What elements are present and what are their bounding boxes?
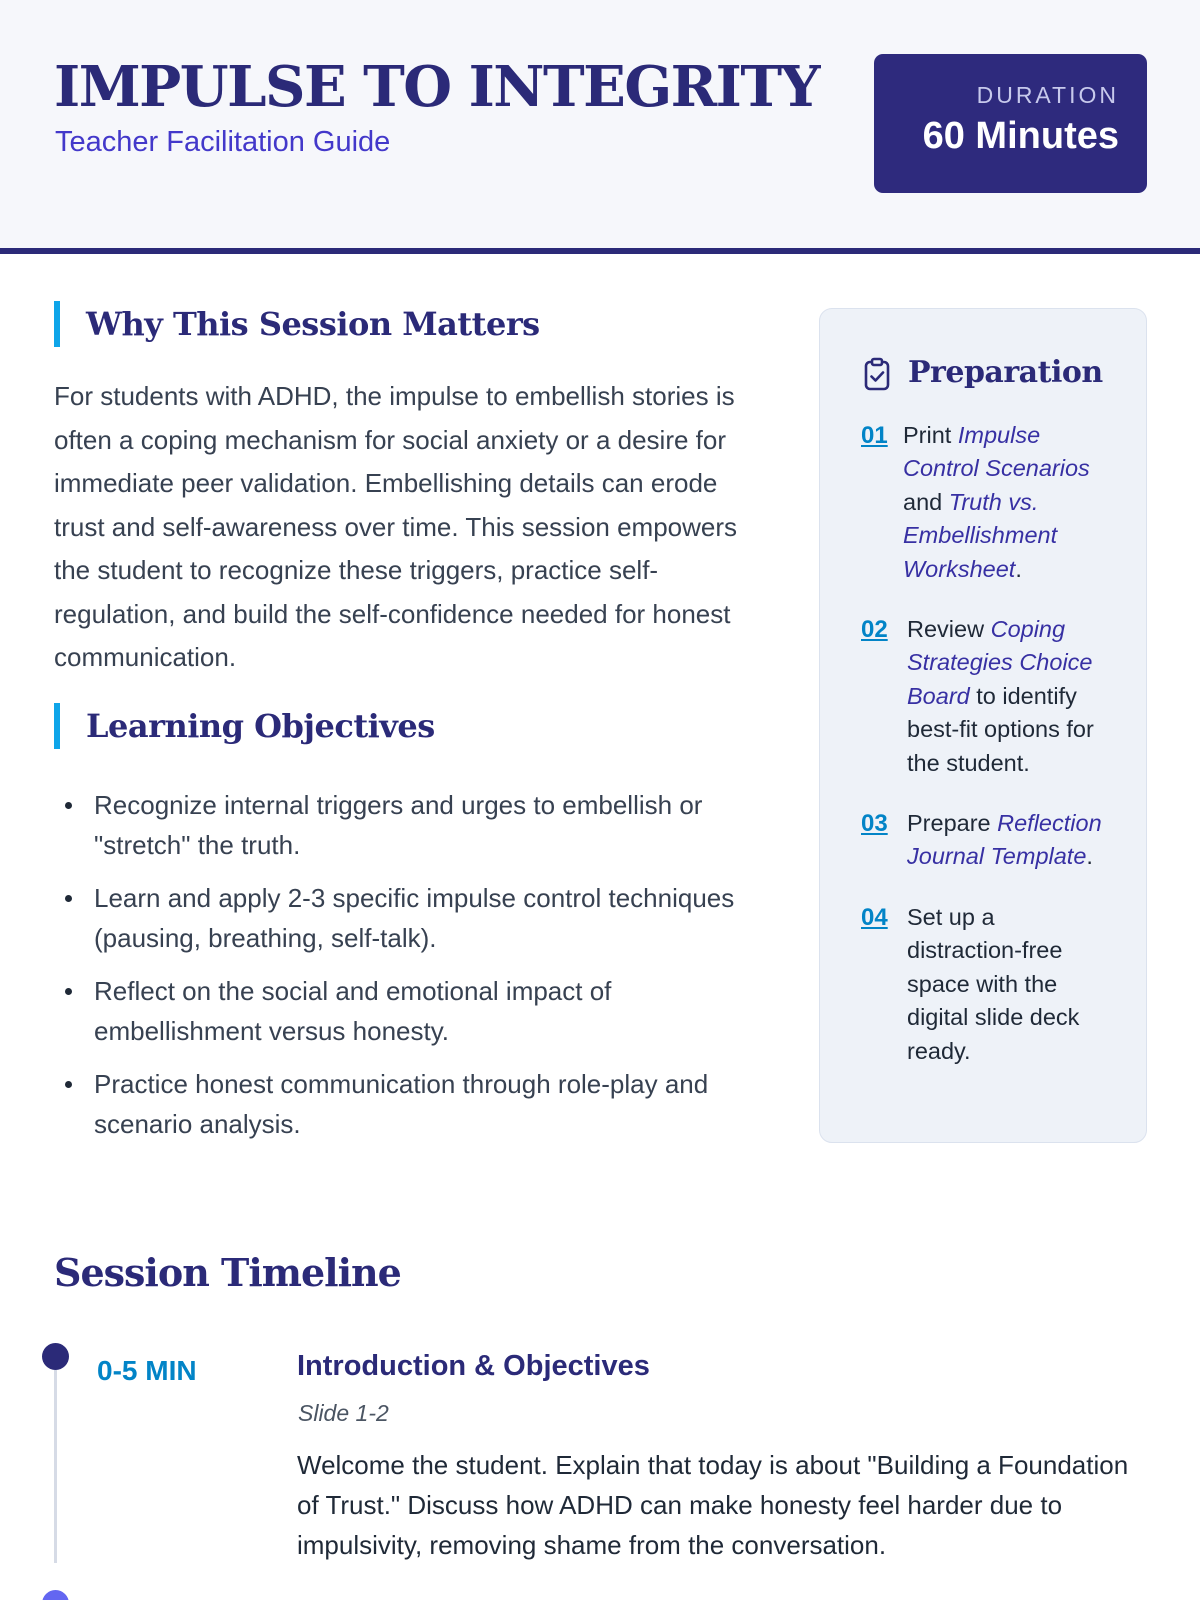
objective-text: Practice honest communication through role-play and scenario analysis. (94, 1069, 709, 1139)
duration-badge (874, 54, 1147, 193)
timeline-description: Welcome the student. Explain that today is about "Building a Foundation of Trust." Discuss how ADHD can make honesty feel harder due to impulsivity, removing shame from the conversation. (297, 1450, 1129, 1560)
list-item (861, 419, 1121, 586)
timeline-entry-title: Introduction & Objectives (297, 1350, 650, 1382)
timeline-dot (42, 1343, 69, 1370)
clipboard-check-icon (862, 357, 892, 391)
timeline-line (54, 1357, 57, 1563)
timeline-slide-ref: Slide 1-2 (298, 1400, 389, 1426)
list-item (54, 1064, 774, 1144)
page-subtitle: Teacher Facilitation Guide (55, 126, 391, 158)
timeline-dot (42, 1590, 69, 1600)
list-item (54, 785, 774, 865)
list-item (861, 901, 1121, 1068)
list-item (54, 971, 774, 1051)
bullet (65, 802, 72, 809)
preparation-card (819, 308, 1147, 1143)
step-number: 02 (861, 616, 888, 644)
preparation-heading-text: Preparation (908, 355, 1103, 390)
step-text: Prepare Reflection Journal Template. (907, 810, 1102, 870)
step-text: Set up a distraction-free space with the digital slide deck ready. (907, 903, 1080, 1064)
timeline-heading: Session Timeline (54, 1250, 401, 1295)
timeline-time: 0-5 MIN (97, 1355, 197, 1386)
list-item (861, 613, 1121, 780)
list-item (54, 878, 774, 958)
duration-label: DURATION (976, 82, 1119, 108)
why-heading: Why This Session Matters (54, 301, 540, 347)
bullet (65, 988, 72, 995)
step-text: Review Coping Strategies Choice Board to identify best-fit options for the student. (907, 616, 1094, 776)
step-number: 03 (861, 810, 888, 838)
step-number: 04 (861, 903, 888, 931)
preparation-list (861, 419, 1121, 1095)
objective-text: Learn and apply 2-3 specific impulse control techniques (pausing, breathing, self-talk). (94, 883, 735, 953)
duration-value: 60 Minutes (922, 115, 1119, 157)
bullet (65, 895, 72, 902)
objectives-heading: Learning Objectives (54, 703, 435, 749)
page-header (0, 0, 1200, 254)
step-number: 01 (861, 422, 888, 449)
list-item (861, 807, 1121, 874)
why-body: For students with ADHD, the impulse to embellish stories is often a coping mechanism for social anxiety or a desire for immediate peer validation. Embellishing details can erode trust and self-awareness over time. This session empowers the student to recognize these triggers, practice self-regulation, and build the self-confidence needed for honest communication. (54, 381, 738, 672)
page-title: IMPULSE TO INTEGRITY (54, 54, 820, 120)
objective-text: Recognize internal triggers and urges to embellish or "stretch" the truth. (94, 790, 703, 860)
bullet (65, 1081, 72, 1088)
step-text: Print Impulse Control Scenarios and Truth vs. Embellishment Worksheet. (903, 422, 1090, 582)
objectives-list (54, 785, 774, 1157)
objective-text: Reflect on the social and emotional impact of embellishment versus honesty. (94, 976, 612, 1046)
